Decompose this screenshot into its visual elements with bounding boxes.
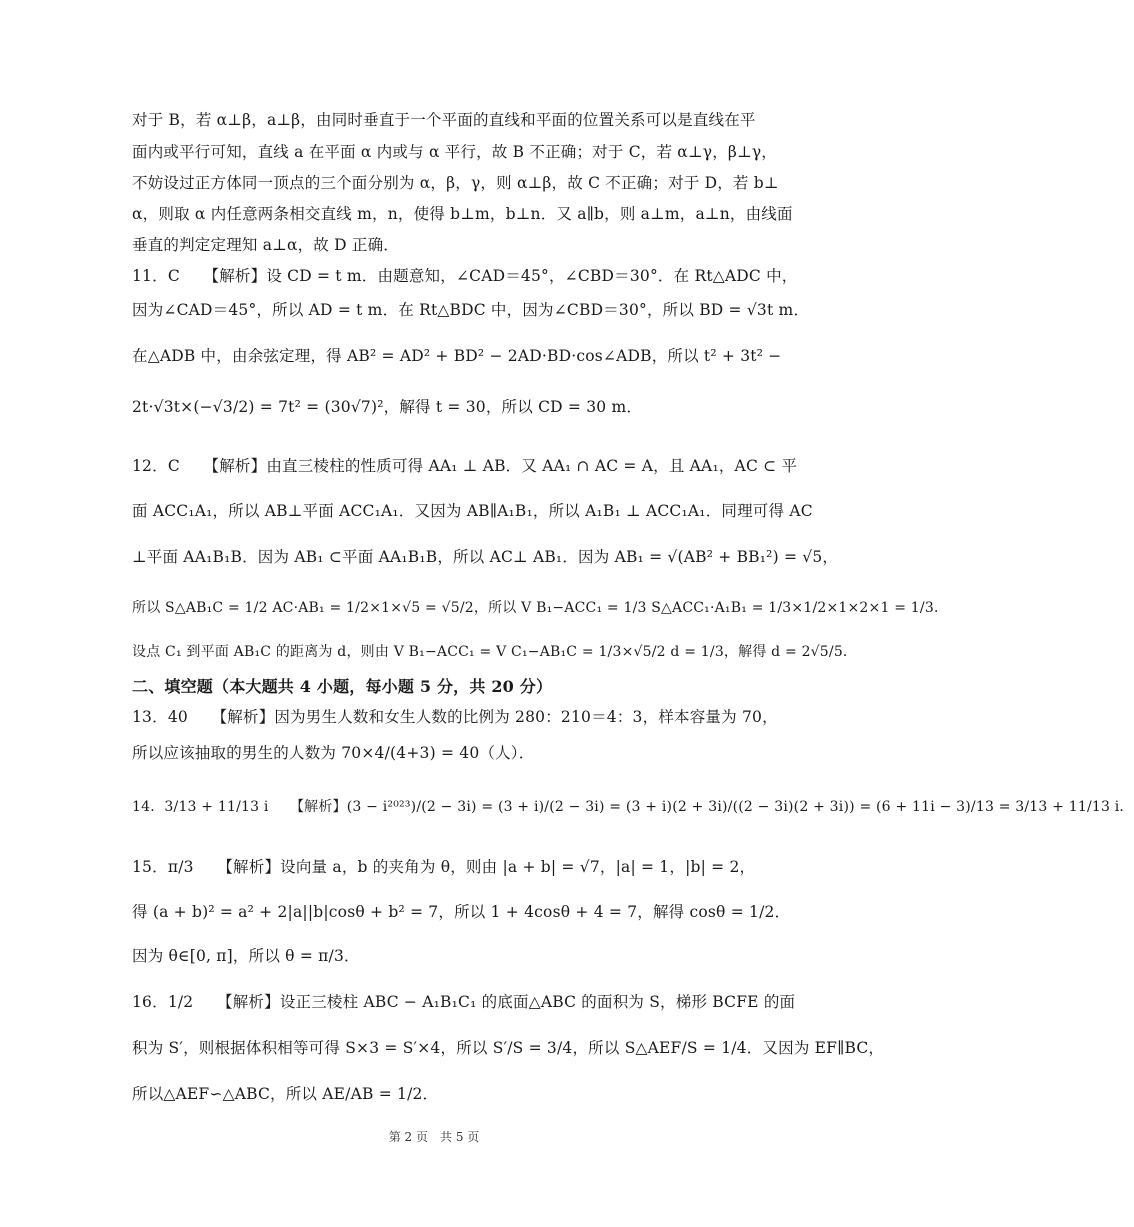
answer-14-line: 14．3/13 + 11/13 i 【解析】(3 − i²⁰²³)/(2 − 3i) = (3 + i)/(2 − 3i) = (3 + i)(2 + 3i)/((2 − 3i)(2 + 3i)) = (6 + 11i − 3)/13 = 3/13 + 11/13 i． xyxy=(132,799,1134,815)
text-line: 因为∠CAD＝45°，所以 AD = t m．在 Rt△BDC 中，因为∠CBD＝30°，所以 BD = √3t m． xyxy=(132,301,810,319)
text-line: 得 (a + b)² = a² + 2|a||b|cosθ + b² = 7，所以 1 + 4cosθ + 4 = 7，解得 cosθ = 1/2． xyxy=(132,903,791,921)
answer-12-line: 12．C 【解析】由直三棱柱的性质可得 AA₁ ⊥ AB．又 AA₁ ∩ AC = A，且 AA₁，AC ⊂ 平 xyxy=(132,457,798,475)
text-line: 垂直的判定定理知 a⊥α，故 D 正确． xyxy=(132,236,399,254)
formula-line: 设点 C₁ 到平面 AB₁C 的距离为 d，则由 V B₁−ACC₁ = V C₁−AB₁C = 1/3×√5/2 d = 1/3，解得 d = 2√5/5． xyxy=(132,644,858,660)
text-line: 所以应该抽取的男生的人数为 70×4/(4+3) = 40（人）． xyxy=(132,744,535,762)
text-line: 对于 B，若 α⊥β，a⊥β，由同时垂直于一个平面的直线和平面的位置关系可以是直线在平 xyxy=(132,111,756,129)
text-line: 不妨设过正方体同一顶点的三个面分别为 α，β，γ，则 α⊥β，故 C 不正确；对于 D，若 b⊥ xyxy=(132,174,779,192)
answer-11-line: 11．C 【解析】设 CD = t m．由题意知，∠CAD＝45°，∠CBD＝30°．在 Rt△ADC 中， xyxy=(132,267,798,285)
text-line: 所以△AEF∽△ABC，所以 AE/AB = 1/2． xyxy=(132,1085,439,1103)
text-line: 在△ADB 中，由余弦定理，得 AB² = AD² + BD² − 2AD·BD·cos∠ADB，所以 t² + 3t² − xyxy=(132,347,782,365)
page-footer: 第 2 页 共 5 页 xyxy=(388,1130,480,1144)
text-line: 面 ACC₁A₁，所以 AB⊥平面 ACC₁A₁．又因为 AB∥A₁B₁，所以 A₁B₁ ⊥ ACC₁A₁．同理可得 AC xyxy=(132,502,813,520)
answer-15-line: 15．π/3 【解析】设向量 a，b 的夹角为 θ，则由 |a + b| = √7，|a| = 1，|b| = 2， xyxy=(132,858,756,876)
section-heading: 二、填空题（本大题共 4 小题，每小题 5 分，共 20 分） xyxy=(132,677,553,696)
formula-line: 所以 S△AB₁C = 1/2 AC·AB₁ = 1/2×1×√5 = √5/2，所以 V B₁−ACC₁ = 1/3 S△ACC₁·A₁B₁ = 1/3×1/2×1×2×1 = 1/3． xyxy=(132,600,949,616)
text-line: 因为 θ∈[0, π]，所以 θ = π/3． xyxy=(132,947,360,965)
text-line: 面内或平行可知，直线 a 在平面 α 内或与 α 平行，故 B 不正确；对于 C，若 α⊥γ，β⊥γ， xyxy=(132,143,778,161)
answer-13-line: 13．40 【解析】因为男生人数和女生人数的比例为 280：210＝4：3，样本容量为 70， xyxy=(132,708,778,726)
text-line: 积为 S′，则根据体积相等可得 S×3 = S′×4，所以 S′/S = 3/4，所以 S△AEF/S = 1/4．又因为 EF∥BC， xyxy=(132,1039,885,1057)
text-line: α，则取 α 内任意两条相交直线 m，n，使得 b⊥m，b⊥n．又 a∥b，则 a⊥m，a⊥n，由线面 xyxy=(132,205,793,223)
formula-line: 2t·√3t×(−√3/2) = 7t² = (30√7)²，解得 t = 30，所以 CD = 30 m． xyxy=(132,398,643,416)
answer-16-line: 16．1/2 【解析】设正三棱柱 ABC − A₁B₁C₁ 的底面△ABC 的面积为 S，梯形 BCFE 的面 xyxy=(132,993,796,1011)
text-line: ⊥平面 AA₁B₁B．因为 AB₁ ⊂平面 AA₁B₁B，所以 AC⊥ AB₁．因为 AB₁ = √(AB² + BB₁²) = √5， xyxy=(132,548,839,566)
